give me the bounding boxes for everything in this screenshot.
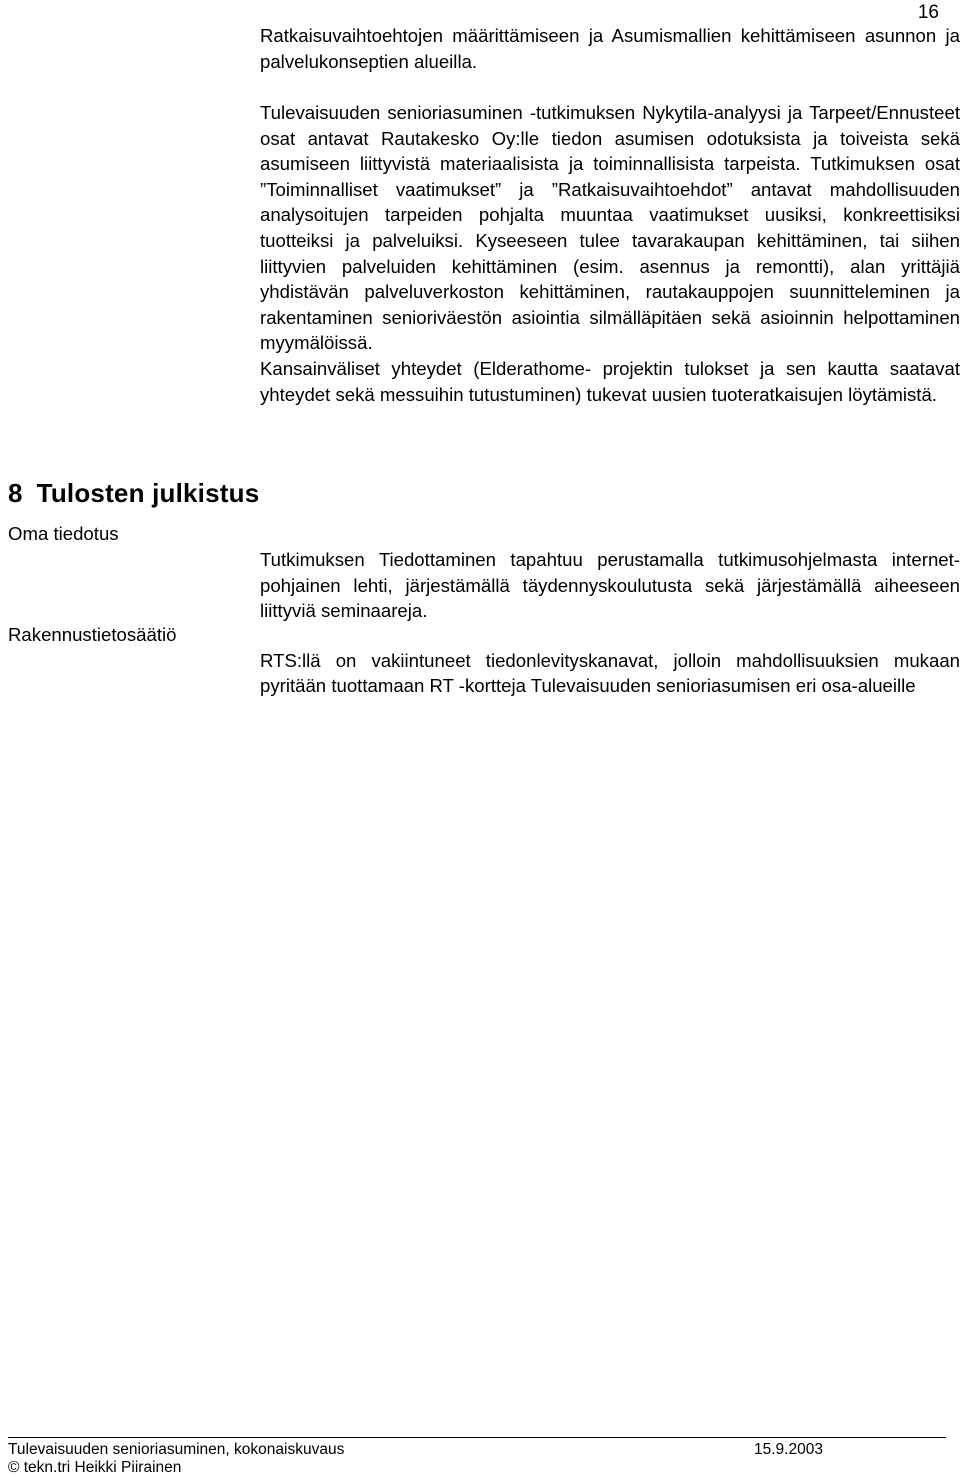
margin-note-oma-tiedotus: Oma tiedotus: [8, 523, 119, 544]
footer-line: [8, 1441, 823, 1459]
section-body: [260, 547, 960, 699]
page-number: 16: [917, 2, 939, 23]
footer-author: © tekn.tri Heikki Piirainen: [8, 1459, 182, 1476]
section-paragraph-2: RTS:llä on vakiintuneet tiedonlevityskanavat, jolloin mahdollisuuksien mukaan pyritään tuottamaan RT -kortteja Tulevaisuuden senioriasumisen eri osa-alueille: [260, 649, 960, 697]
section-heading: [8, 478, 259, 509]
body-block: [260, 100, 960, 407]
footer-title: Tulevaisuuden senioriasuminen, kokonaiskuvaus: [8, 1441, 345, 1458]
footer-divider: [8, 1437, 946, 1438]
body-paragraph-1: Tulevaisuuden senioriasuminen -tutkimuksen Nykytila-analyysi ja Tarpeet/Ennusteet osat antavat Rautakesko Oy:lle tiedon asumisen odotuksista ja toiveista sekä asumiseen liittyvistä materiaalisista ja toiminnallisista tarpeista. Tutkimuksen osat ”Toiminnalliset vaatimukset” ja ”Ratkaisuvaihtoehdot” antavat mahdollisuuden analysoitujen tarpeiden pohjalta muuntaa vaatimukset uusiksi, konkreettisiksi tuotteiksi ja palveluiksi. Kyseeseen tulee tavarakaupan kehittäminen, tai siihen liittyvien palveluiden kehittäminen (esim. asennus ja remontti), alan yrittäjiä yhdistävän palveluverkoston kehittäminen, rautakauppojen suunnitteleminen ja rakentaminen senioriväestön asiointia silmälläpitäen sekä asioinnin helpottaminen myymälöissä.: [260, 102, 960, 354]
intro-block: [260, 23, 960, 74]
section-title: Tulosten julkistus: [36, 478, 260, 508]
section-paragraph-1: Tutkimuksen Tiedottaminen tapahtuu perustamalla tutkimusohjelmasta internet-pohjainen lehti, järjestämällä täydennyskoulutusta sekä järjestämällä aiheeseen liittyviä seminaareja.: [260, 549, 960, 622]
section-number: 8: [8, 478, 23, 508]
body-paragraph-2: Kansainväliset yhteydet (Elderathome- projektin tulokset ja sen kautta saatavat yhteydet sekä messuihin tutustuminen) tukevat uusien tuoteratkaisujen löytämistä.: [260, 357, 960, 405]
intro-paragraph: Ratkaisuvaihtoehtojen määrittämiseen ja Asumismallien kehittämiseen asunnon ja palvelukonseptien alueilla.: [260, 25, 960, 72]
margin-note-rakennustietosaatio: Rakennustietosäätiö: [8, 624, 177, 645]
footer-date: 15.9.2003: [754, 1441, 823, 1458]
